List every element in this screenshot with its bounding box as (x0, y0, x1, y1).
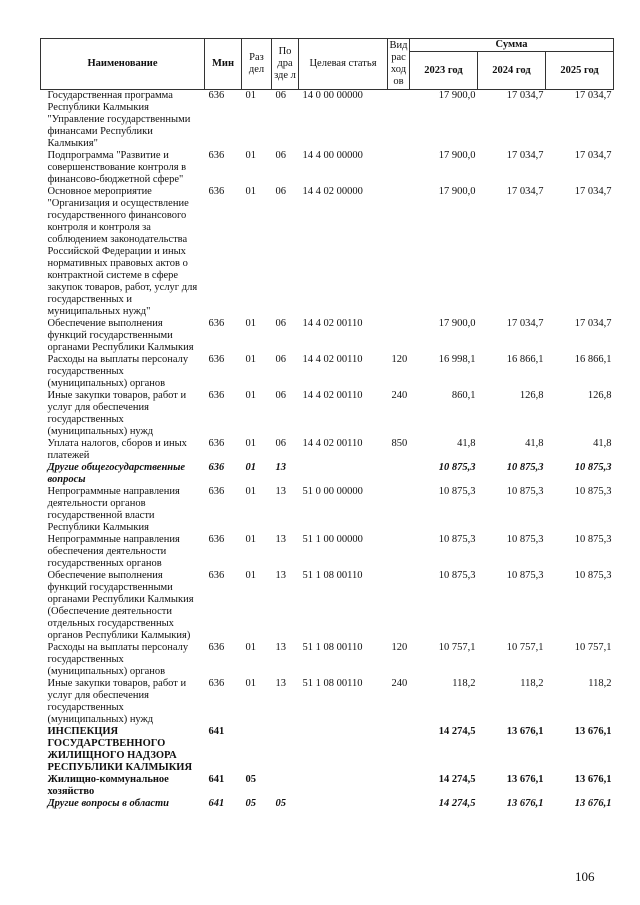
row-name: Непрограммные направления обеспечения деятельности государственных органов (47, 534, 180, 569)
row-expense-type (388, 726, 410, 774)
row-subsection: 06 (275, 354, 286, 365)
row-sum-2024: 17 034,7 (506, 186, 544, 197)
row-expense-type (388, 534, 410, 570)
row-target-article: 51 0 00 00000 (302, 486, 363, 497)
row-sum-2025: 17 034,7 (574, 318, 612, 329)
header-name: Наименование (41, 39, 205, 90)
row-sum-2025: 126,8 (587, 390, 612, 401)
row-ministry: 636 (208, 534, 225, 545)
row-name: Иные закупки товаров, работ и услуг для обеспечения государственных (муниципальных) нужд (47, 390, 187, 437)
row-subsection: 06 (275, 150, 286, 161)
row-sum-2024: 13 676,1 (506, 774, 544, 785)
row-section: 01 (245, 318, 256, 329)
row-section: 01 (245, 570, 256, 581)
row-target-article: 14 4 02 00110 (302, 354, 363, 365)
row-sum-2025: 13 676,1 (574, 774, 612, 785)
budget-page (40, 38, 613, 810)
row-subsection (272, 774, 299, 798)
row-sum-2025: 10 875,3 (574, 570, 612, 581)
row-target-article: 14 4 02 00110 (302, 438, 363, 449)
row-section: 01 (245, 186, 256, 197)
row-sum-2024: 17 034,7 (506, 150, 544, 161)
header-vid: Вид рас ход ов (388, 39, 410, 90)
row-sum-2023: 860,1 (451, 390, 476, 401)
row-target-article: 51 1 08 00110 (302, 642, 363, 653)
row-sum-2023: 118,2 (452, 678, 476, 689)
row-sum-2025: 10 875,3 (574, 486, 612, 497)
row-name: Другие вопросы в области (47, 798, 170, 809)
row-sum-2024: 10 875,3 (506, 534, 544, 545)
row-target-article: 14 4 02 00110 (302, 318, 363, 329)
row-sum-2023: 10 875,3 (438, 534, 476, 545)
row-ministry: 641 (208, 774, 225, 785)
row-subsection: 06 (275, 90, 286, 101)
row-sum-2025: 10 757,1 (574, 642, 612, 653)
table-row (41, 186, 614, 318)
row-sum-2024: 10 875,3 (506, 462, 544, 473)
row-name: Подпрограмма "Развитие и совершенствование контроля в финансово-бюджетной сфере" (47, 150, 187, 185)
row-subsection: 13 (275, 462, 286, 473)
row-subsection: 13 (275, 570, 286, 581)
row-subsection: 06 (275, 186, 286, 197)
row-sum-2024: 118,2 (520, 678, 544, 689)
row-expense-type: 240 (391, 678, 408, 689)
row-expense-type: 120 (391, 354, 408, 365)
row-target-article: 51 1 00 00000 (302, 534, 363, 545)
row-sum-2023: 41,8 (457, 438, 476, 449)
row-section: 01 (245, 642, 256, 653)
row-sum-2023: 17 900,0 (438, 318, 476, 329)
row-expense-type: 850 (391, 438, 408, 449)
row-name: Основное мероприятие "Организация и осуществление государственного финансового контроля и контроля за соблюдением законодательства Российской Федерации и иных нормативных правовых актов о контрактной системе в сфере закупок товаров, работ, услуг для государственных и муниципальных нужд" (47, 186, 198, 317)
row-section: 01 (245, 150, 256, 161)
row-sum-2023: 14 274,5 (438, 774, 476, 785)
row-sum-2024: 13 676,1 (506, 726, 544, 737)
row-section: 05 (245, 774, 256, 785)
row-target-article (299, 798, 388, 810)
row-section: 01 (245, 678, 256, 689)
row-ministry: 636 (208, 438, 225, 449)
row-ministry: 636 (208, 570, 225, 581)
table-row (41, 462, 614, 486)
row-sum-2025: 118,2 (588, 678, 612, 689)
row-expense-type (388, 318, 410, 354)
row-name: Расходы на выплаты персоналу государственных (муниципальных) органов (47, 642, 189, 677)
row-sum-2024: 10 875,3 (506, 570, 544, 581)
row-section: 01 (245, 90, 256, 101)
row-expense-type (388, 774, 410, 798)
row-target-article (299, 774, 388, 798)
row-subsection: 13 (275, 486, 286, 497)
row-expense-type: 120 (391, 642, 408, 653)
row-expense-type (388, 150, 410, 186)
row-ministry: 636 (208, 462, 225, 473)
row-target-article: 14 0 00 00000 (302, 90, 363, 101)
row-expense-type (388, 798, 410, 810)
page-number: 106 (575, 869, 595, 884)
header-2025: 2025 год (546, 52, 614, 90)
table-row (41, 642, 614, 678)
row-name: ИНСПЕКЦИЯ ГОСУДАРСТВЕННОГО ЖИЛИЩНОГО НАДЗОРА РЕСПУБЛИКИ КАЛМЫКИЯ (47, 726, 193, 773)
row-ministry: 636 (208, 390, 225, 401)
row-ministry: 641 (208, 798, 225, 809)
row-name: Обеспечение выполнения функций государственными органами Республики Калмыкия (47, 318, 194, 353)
row-name: Непрограммные направления деятельности органов государственной власти Республики Калмыкия (47, 486, 180, 533)
row-ministry: 636 (208, 90, 225, 101)
row-sum-2023: 17 900,0 (438, 90, 476, 101)
row-sum-2024: 126,8 (519, 390, 544, 401)
row-ministry: 636 (208, 642, 225, 653)
row-sum-2023: 14 274,5 (438, 798, 476, 809)
row-expense-type: 240 (391, 390, 408, 401)
row-sum-2025: 17 034,7 (574, 150, 612, 161)
row-expense-type (388, 570, 410, 642)
row-sum-2023: 10 875,3 (438, 486, 476, 497)
row-sum-2023: 10 757,1 (438, 642, 476, 653)
row-target-article (299, 726, 388, 774)
header-podrazdel: По дра зде л (272, 39, 299, 90)
header-2023: 2023 год (410, 52, 478, 90)
row-sum-2025: 17 034,7 (574, 186, 612, 197)
row-subsection: 13 (275, 678, 286, 689)
row-ministry: 636 (208, 486, 225, 497)
header-2024: 2024 год (478, 52, 546, 90)
row-sum-2025: 13 676,1 (574, 798, 612, 809)
table-body (41, 90, 614, 811)
table-row (41, 534, 614, 570)
row-sum-2023: 17 900,0 (438, 186, 476, 197)
row-section: 01 (245, 486, 256, 497)
row-sum-2025: 17 034,7 (574, 90, 612, 101)
table-row (41, 726, 614, 774)
row-ministry: 636 (208, 186, 225, 197)
header-target: Целевая статья (299, 39, 388, 90)
table-row (41, 438, 614, 462)
header-sum: Сумма (410, 39, 614, 52)
row-subsection: 13 (275, 642, 286, 653)
row-section: 05 (245, 798, 256, 809)
row-sum-2023: 16 998,1 (438, 354, 476, 365)
row-name: Жилищно-коммунальное хозяйство (47, 774, 169, 797)
header-min: Мин (205, 39, 242, 90)
row-sum-2023: 10 875,3 (438, 570, 476, 581)
row-section: 01 (245, 438, 256, 449)
row-sum-2024: 41,8 (525, 438, 544, 449)
row-sum-2024: 17 034,7 (506, 90, 544, 101)
row-target-article: 51 1 08 00110 (302, 678, 363, 689)
table-row (41, 774, 614, 798)
table-row (41, 570, 614, 642)
row-name: Государственная программа Республики Калмыкия "Управление государственными финансами Республики Калмыкия" (47, 90, 191, 149)
row-sum-2023: 10 875,3 (438, 462, 476, 473)
row-name: Расходы на выплаты персоналу государственных (муниципальных) органов (47, 354, 189, 389)
table-row (41, 90, 614, 151)
row-name: Иные закупки товаров, работ и услуг для обеспечения государственных (муниципальных) нужд (47, 678, 187, 725)
table-row (41, 390, 614, 438)
table-row (41, 798, 614, 810)
row-section: 01 (245, 390, 256, 401)
row-sum-2024: 17 034,7 (506, 318, 544, 329)
row-target-article (299, 462, 388, 486)
row-sum-2025: 13 676,1 (574, 726, 612, 737)
row-expense-type (388, 486, 410, 534)
row-expense-type (388, 186, 410, 318)
row-sum-2025: 10 875,3 (574, 534, 612, 545)
row-name: Обеспечение выполнения функций государственными органами Республики Калмыкия (Обеспечение деятельности отдельных государственных органов Республики Калмыкия) (47, 570, 194, 641)
row-sum-2023: 17 900,0 (438, 150, 476, 161)
row-sum-2025: 41,8 (593, 438, 612, 449)
row-ministry: 636 (208, 318, 225, 329)
row-target-article: 14 4 02 00000 (302, 186, 363, 197)
row-sum-2023: 14 274,5 (438, 726, 476, 737)
row-sum-2025: 10 875,3 (574, 462, 612, 473)
row-name: Уплата налогов, сборов и иных платежей (47, 438, 187, 461)
row-section: 01 (245, 354, 256, 365)
row-section (242, 726, 272, 774)
row-section: 01 (245, 534, 256, 545)
row-ministry: 636 (208, 354, 225, 365)
row-ministry: 636 (208, 678, 225, 689)
table-row (41, 486, 614, 534)
row-section: 01 (245, 462, 256, 473)
row-ministry: 641 (208, 726, 225, 737)
table-row (41, 318, 614, 354)
row-ministry: 636 (208, 150, 225, 161)
table-row (41, 150, 614, 186)
table-row (41, 354, 614, 390)
row-sum-2024: 10 757,1 (506, 642, 544, 653)
budget-table (40, 38, 614, 810)
header-razdel: Раз дел (242, 39, 272, 90)
row-subsection: 13 (275, 534, 286, 545)
row-subsection: 06 (275, 438, 286, 449)
row-subsection: 05 (275, 798, 286, 809)
row-subsection: 06 (275, 318, 286, 329)
row-sum-2024: 16 866,1 (506, 354, 544, 365)
row-subsection: 06 (275, 390, 286, 401)
row-name: Другие общегосударственные вопросы (47, 462, 186, 485)
row-subsection (272, 726, 299, 774)
row-sum-2025: 16 866,1 (574, 354, 612, 365)
table-row (41, 678, 614, 726)
row-target-article: 14 4 02 00110 (302, 390, 363, 401)
row-expense-type (388, 462, 410, 486)
row-sum-2024: 10 875,3 (506, 486, 544, 497)
row-expense-type (388, 90, 410, 151)
row-sum-2024: 13 676,1 (506, 798, 544, 809)
row-target-article: 51 1 08 00110 (302, 570, 363, 581)
row-target-article: 14 4 00 00000 (302, 150, 363, 161)
